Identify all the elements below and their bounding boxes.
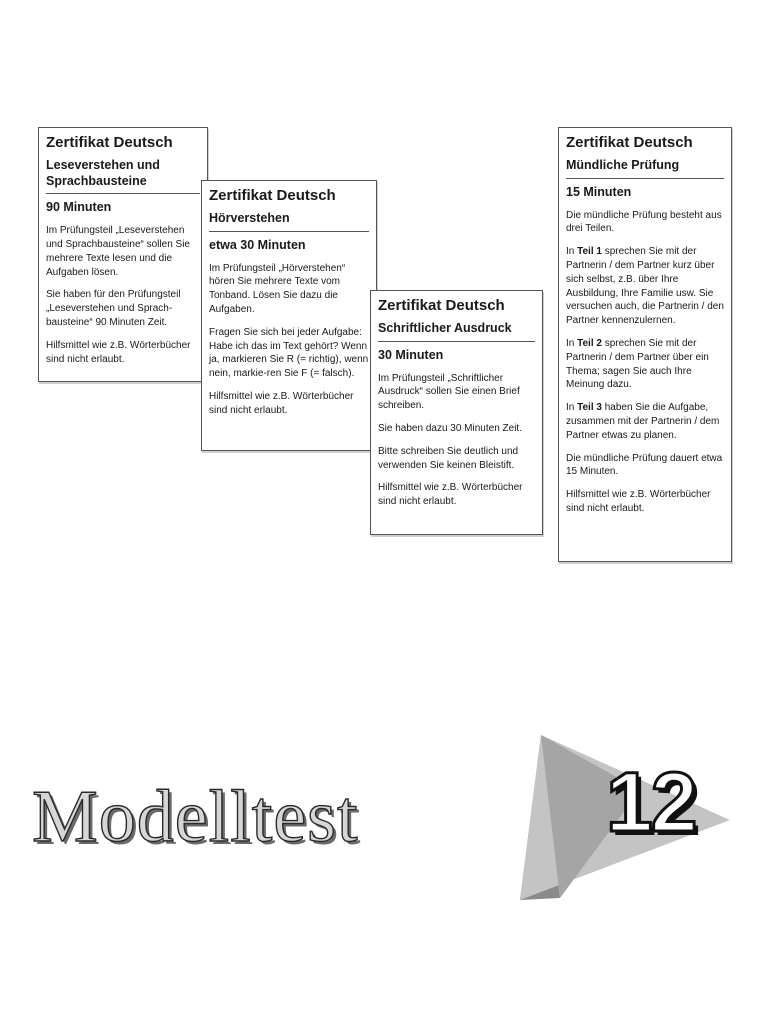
text-segment: In <box>566 338 578 349</box>
card-paragraph: Die mündliche Prüfung dauert etwa 15 Minuten. <box>566 452 723 478</box>
card-paragraph: Im Prüfungsteil „Schriftlicher Ausdruck“ sollen Sie einen Brief schreiben. <box>378 372 520 412</box>
card-paragraph: Sie haben dazu 30 Minuten Zeit. <box>378 423 522 435</box>
text-segment: haben Sie die Aufgabe, zusammen mit der Partnerin / dem Partner etwas zu planen. <box>566 402 720 441</box>
card-subtitle: Mündliche Prüfung <box>566 158 724 179</box>
card-paragraph-teil-2 <box>566 337 724 392</box>
text-segment: sprechen Sie mit der Partnerin / dem Partner kurz über sich selbst, z.B. über Ihre Ausbildung, Ihre Familie usw. Sie versuchen auch, die Partnerin / den Partner kennenzulernen. <box>566 246 724 327</box>
card-duration: 30 Minuten <box>378 347 444 362</box>
test-number: 12 <box>606 755 696 849</box>
card-paragraph: Hilfsmittel wie z.B. Wörterbücher sind nicht erlaubt. <box>566 489 711 514</box>
card-paragraph-teil-1 <box>566 245 724 328</box>
card-paragraph: Hilfsmittel wie z.B. Wörterbücher sind nicht erlaubt. <box>378 482 523 508</box>
text-segment: sprechen Sie mit der Partnerin / dem Partner über ein Thema; sagen Sie auch Ihre Meinung dazu. <box>566 338 709 391</box>
card-subtitle: Leseverstehen und Sprachbausteine <box>46 158 200 194</box>
teil-label: Teil 3 <box>577 402 602 414</box>
card-paragraph: Hilfsmittel wie z.B. Wörterbücher sind nicht erlaubt. <box>46 339 191 365</box>
card-title: Zertifikat Deutsch <box>46 134 173 151</box>
teil-label: Teil 1 <box>577 246 602 258</box>
card-hoerverstehen <box>201 180 377 451</box>
card-paragraph: Fragen Sie sich bei jeder Aufgabe: Habe ich das im Text gehört? Wenn ja, markieren Sie R (= richtig), wenn nein, markie-ren Sie F (= falsch). <box>209 326 369 380</box>
text-segment: In <box>566 402 578 414</box>
text-segment: In <box>566 246 578 258</box>
card-paragraph: Im Prüfungsteil „Hörverstehen“ hören Sie mehrere Texte vom Tonband. Lösen Sie dazu die Aufgaben. <box>209 262 346 316</box>
card-title: Zertifikat Deutsch <box>378 297 505 314</box>
teil-label: Teil 2 <box>577 338 602 349</box>
card-duration: etwa 30 Minuten <box>209 237 306 252</box>
card-paragraph: Sie haben für den Prüfungsteil „Leseverstehen und Sprach-bausteine“ 90 Minuten Zeit. <box>46 289 181 329</box>
card-subtitle: Schriftlicher Ausdruck <box>378 321 535 342</box>
card-paragraph: Hilfsmittel wie z.B. Wörterbücher sind nicht erlaubt. <box>209 391 354 416</box>
card-subtitle: Hörverstehen <box>209 211 369 232</box>
card-muendliche-pruefung <box>558 127 732 562</box>
card-paragraph: Im Prüfungsteil „Leseverstehen und Sprachbausteine“ sollen Sie mehrere Texte lesen und die Aufgaben lösen. <box>46 225 190 278</box>
card-paragraph: Die mündliche Prüfung besteht aus drei Teilen. <box>566 209 722 235</box>
card-title: Zertifikat Deutsch <box>566 134 693 151</box>
card-paragraph-teil-3 <box>566 401 724 442</box>
card-duration: 15 Minuten <box>566 184 632 199</box>
card-duration: 90 Minuten <box>46 200 112 215</box>
card-paragraph: Bitte schreiben Sie deutlich und verwenden Sie keinen Bleistift. <box>378 445 519 471</box>
card-leseverstehen <box>38 127 208 382</box>
modelltest-title: Modelltest <box>32 776 359 858</box>
card-schriftlicher-ausdruck <box>370 290 543 535</box>
card-title: Zertifikat Deutsch <box>209 187 336 204</box>
